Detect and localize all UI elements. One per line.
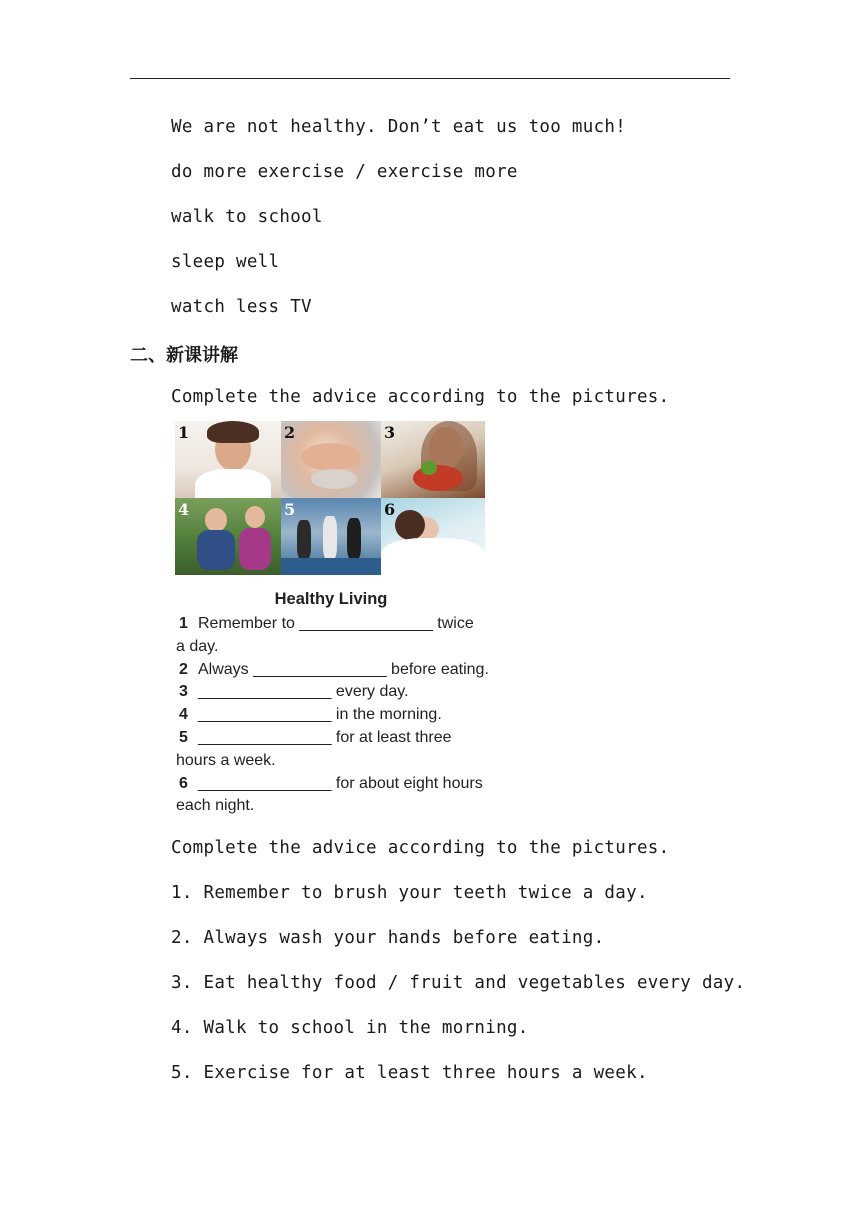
picture-exercising [281, 498, 381, 575]
intro-line-5: watch less TV [171, 297, 312, 317]
item-text: hours a week. [176, 751, 276, 769]
picture-number: 3 [384, 423, 396, 442]
intro-line-3: walk to school [171, 207, 323, 227]
answer-line-5: 5. Exercise for at least three hours a week. [171, 1063, 648, 1083]
item-continuation [176, 795, 496, 818]
item-number: 6 [179, 774, 188, 792]
exercise-item [176, 659, 496, 682]
intro-line-1: We are not healthy. Don’t eat us too much! [171, 117, 627, 137]
exercise-item [176, 773, 496, 796]
answer-line-1: 1. Remember to brush your teeth twice a day. [171, 883, 648, 903]
answer-line-3: 3. Eat healthy food / fruit and vegetables every day. [171, 973, 746, 993]
picture-number: 6 [384, 500, 396, 519]
item-continuation [176, 636, 496, 659]
item-number: 5 [179, 728, 188, 746]
picture-fruit-and-vegetables [381, 421, 485, 498]
item-text: _______________ for at least three [198, 728, 452, 746]
instruction-1: Complete the advice according to the pictures. [171, 387, 670, 407]
exercise-item [176, 704, 496, 727]
item-text: Always _______________ before eating. [198, 660, 489, 678]
item-number: 4 [179, 706, 188, 724]
intro-line-4: sleep well [171, 252, 280, 272]
section-heading: 二、新课讲解 [130, 345, 238, 366]
item-text: _______________ every day. [198, 683, 409, 701]
item-text: a day. [176, 637, 219, 655]
header-rule [130, 78, 730, 79]
picture-number: 5 [284, 500, 296, 519]
item-text: _______________ for about eight hours [198, 774, 483, 792]
picture-number: 1 [178, 423, 190, 442]
exercise-title: Healthy Living [274, 590, 388, 608]
intro-line-2: do more exercise / exercise more [171, 162, 518, 182]
item-text: Remember to _______________ twice [198, 615, 474, 632]
picture-brushing-teeth [175, 421, 281, 498]
healthy-living-exercise [176, 590, 496, 818]
answer-line-4: 4. Walk to school in the morning. [171, 1018, 529, 1038]
picture-walking-to-school [175, 498, 281, 575]
exercise-item [176, 613, 496, 636]
item-text: _______________ in the morning. [198, 706, 442, 724]
item-number: 1 [179, 615, 188, 632]
picture-number: 2 [284, 423, 296, 442]
item-text: each night. [176, 797, 255, 815]
item-continuation [176, 750, 496, 773]
picture-sleeping [381, 498, 485, 575]
exercise-item [176, 681, 496, 704]
picture-grid [175, 421, 485, 575]
picture-washing-hands [281, 421, 381, 498]
item-number: 3 [179, 683, 188, 701]
picture-number: 4 [178, 500, 190, 519]
item-number: 2 [179, 660, 188, 678]
instruction-2: Complete the advice according to the pictures. [171, 838, 670, 858]
answer-line-2: 2. Always wash your hands before eating. [171, 928, 605, 948]
exercise-item [176, 727, 496, 750]
